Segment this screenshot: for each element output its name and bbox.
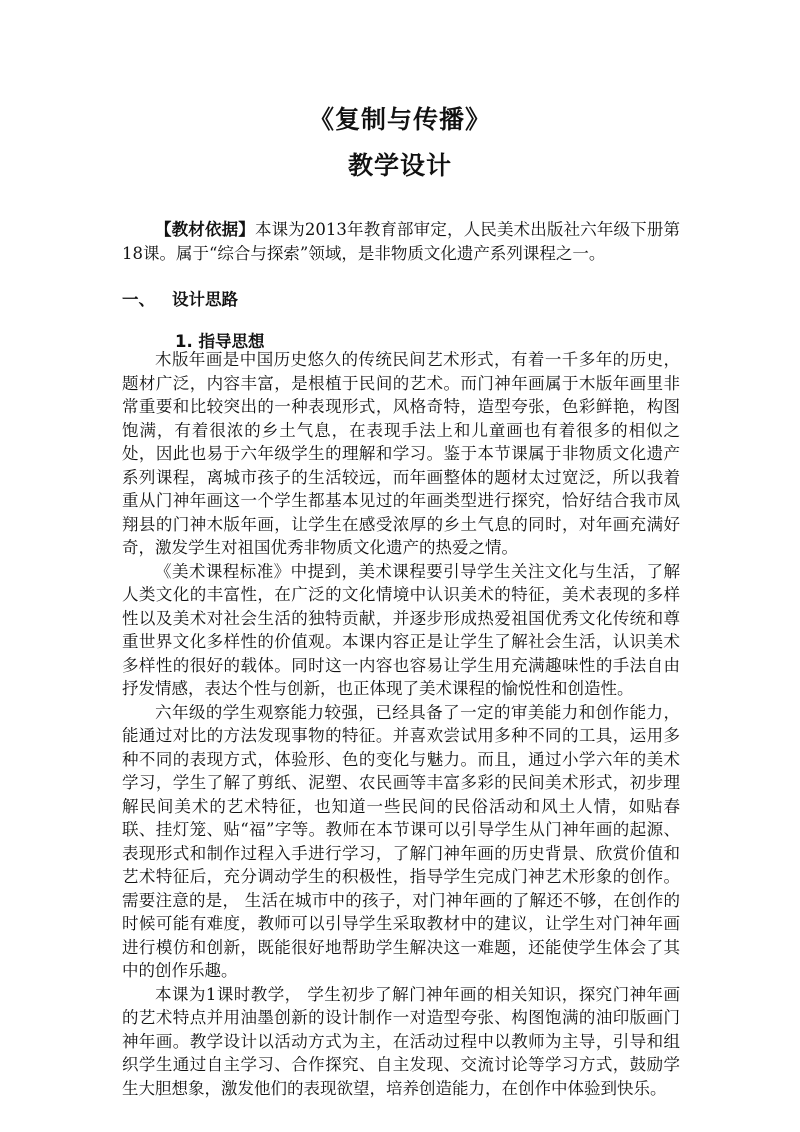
section-heading-design-ideas (122, 286, 238, 310)
textbook-basis-label: 【教材依据】 (155, 220, 255, 239)
subsection-heading-guiding-ideology: 1. 指导思想 (175, 332, 265, 351)
textbook-basis-text: 本课为2013年教育部审定，人民美术出版社六年级下册第18课。属于“综合与探索”领域，是非物质文化遗产系列课程之一。 (122, 220, 680, 263)
body-paragraph: 《美术课程标准》中提到，美术课程要引导学生关注文化与生活，了解人类文化的丰富性，在广泛的文化情境中认识美术的特征，美术表现的多样性以及美术对社会生活的独特贡献，并逐步形成热爱祖国优秀文化传统和尊重世界文化多样性的价值观。本课内容正是让学生了解社会生活，认识美术多样性的很好的载体。同时这一内容也容易让学生用充满趣味性的手法自由抒发情感，表达个性与创新，也正体现了美术课程的愉悦性和创造性。 (122, 561, 680, 698)
body-paragraphs (122, 348, 680, 1100)
body-paragraph: 木版年画是中国历史悠久的传统民间艺术形式，有着一千多年的历史，题材广泛，内容丰富，是根植于民间的艺术。而门神年画属于木版年画里非常重要和比较突出的一种表现形式，风格奇特，造型夸张，色彩鲜艳，构图饱满，有着很浓的乡土气息，在表现手法上和儿童画也有着很多的相似之处，因此也易于六年级学生的理解和学习。鉴于本节课属于非物质文化遗产系列课程，离城市孩子的生活较远，而年画整体的题材太过宽泛，所以我着重从门神年画这一个学生都基本见过的年画类型进行探究，恰好结合我市凤翔县的门神木版年画，让学生在感受浓厚的乡土气息的同时，对年画充满好奇，激发学生对祖国优秀非物质文化遗产的热爱之情。 (122, 350, 680, 557)
section-number: 一、 (122, 290, 155, 309)
body-paragraph: 六年级的学生观察能力较强，已经具备了一定的审美能力和创作能力，能通过对比的方法发现事物的特征。并喜欢尝试用多种不同的工具，运用多种不同的表现方式，体验形、色的变化与魅力。而且，通过小学六年的美术学习，学生了解了剪纸、泥塑、农民画等丰富多彩的民间美术形式，初步理解民间美术的艺术特征，也知道一些民间的民俗活动和风土人情，如贴春联、挂灯笼、贴“福”字等。教师在本节课可以引导学生从门神年画的起源、表现形式和制作过程入手进行学习，了解门神年画的历史背景、欣赏价值和艺术特征后，充分调动学生的积极性，指导学生完成门神艺术形象的创作。需要注意的是， 生活在城市中的孩子，对门神年画的了解还不够，在创作的时候可能有难度，教师可以引导学生采取教材中的建议，让学生对门神年画进行模仿和创新，既能很好地帮助学生解决这一难题，还能使学生体会了其中的创作乐趣。 (122, 702, 680, 980)
section-title: 设计思路 (172, 290, 238, 309)
document-subtitle: 教学设计 (347, 151, 452, 180)
body-paragraph: 本课为1课时教学， 学生初步了解门神年画的相关知识，探究门神年画的艺术特点并用油墨创新的设计制作一对造型夸张、构图饱满的油印版画门神年画。教学设计以活动方式为主，在活动过程中以教师为主导，引导和组织学生通过自主学习、合作探究、自主发现、交流讨论等学习方式，鼓励学生大胆想象，激发他们的表现欲望，培养创造能力，在创作中体验到快乐。 (122, 984, 680, 1098)
document-title: 《复制与传播》 (308, 105, 491, 134)
textbook-basis-paragraph (122, 218, 680, 265)
